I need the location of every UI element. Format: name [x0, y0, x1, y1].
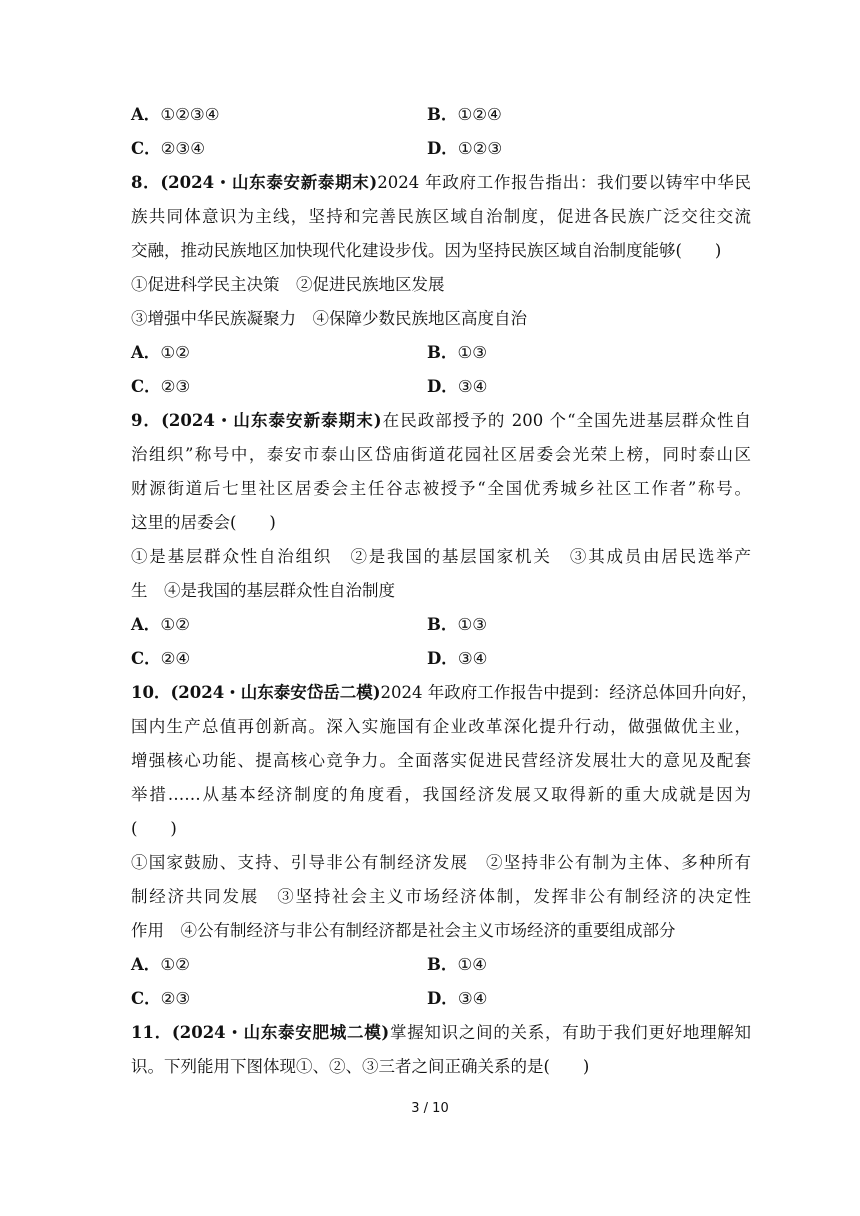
- question-9-statement-2: 生 ④是我国的基层群众性自治制度: [131, 581, 395, 600]
- option-label: C．: [131, 989, 161, 1008]
- question-number: 9．: [131, 411, 162, 430]
- question-8-statement-1: ①促进科学民主决策 ②促进民族地区发展: [131, 275, 445, 294]
- option-text: ①②③: [457, 139, 503, 158]
- question-8-line-3: 交融，推动民族地区加快现代化建设步伐。因为坚持民族区域自治制度能够( ): [131, 241, 722, 260]
- option-a: [131, 104, 219, 126]
- option-d: [427, 138, 502, 160]
- question-9-line-4: 这里的居委会( ): [131, 513, 276, 532]
- option-text: ①③: [457, 615, 488, 634]
- option-text: ③④: [457, 649, 488, 668]
- question-source: (2024・山东泰安新泰期末): [161, 411, 382, 430]
- option-label: A．: [131, 343, 161, 362]
- option-label: B．: [427, 105, 458, 124]
- option-c: [131, 648, 190, 670]
- question-source: (2024・山东泰安岱岳二模): [170, 683, 381, 702]
- option-b: [427, 614, 487, 636]
- option-label: C．: [131, 377, 161, 396]
- option-label: B．: [427, 343, 458, 362]
- question-10-line-3: 增强核心功能、提高核心竞争力。全面落实促进民营经济发展壮大的意见及配套: [131, 751, 751, 770]
- option-text: ①②③④: [160, 105, 220, 124]
- question-11-line-2: 识。下列能用下图体现①、②、③三者之间正确关系的是( ): [131, 1057, 590, 1076]
- question-8-statement-2: ③增强中华民族凝聚力 ④保障少数民族地区高度自治: [131, 309, 527, 328]
- page-number: 3 / 10: [411, 1101, 449, 1116]
- question-10-line-5: ( ): [131, 819, 177, 838]
- option-text: ①④: [457, 955, 488, 974]
- option-label: B．: [427, 955, 458, 974]
- question-source: (2024・山东泰安新泰期末): [160, 173, 378, 192]
- question-9-line-2: 治组织”称号中，泰安市泰山区岱庙街道花园社区居委会光荣上榜，同时泰山区: [131, 445, 751, 464]
- question-10-statement-3: 作用 ④公有制经济与非公有制经济都是社会主义市场经济的重要组成部分: [131, 921, 676, 940]
- question-9-line-1: [131, 410, 751, 432]
- question-10-statement-2: 制经济共同发展 ③坚持社会主义市场经济体制，发挥非公有制经济的决定性: [131, 887, 751, 906]
- option-a: [131, 954, 190, 976]
- option-text: ②④: [160, 649, 191, 668]
- option-label: A．: [131, 105, 161, 124]
- question-9-statement-1: ①是基层群众性自治组织 ②是我国的基层国家机关 ③其成员由居民选举产: [131, 547, 751, 566]
- option-d: [427, 648, 487, 670]
- option-label: D．: [427, 649, 458, 668]
- option-label: A．: [131, 615, 161, 634]
- option-b: [427, 342, 487, 364]
- option-text: ①②: [160, 955, 190, 974]
- option-label: C．: [131, 649, 161, 668]
- question-10-line-1: [131, 682, 758, 704]
- option-text: ①②: [160, 615, 190, 634]
- question-number: 10．: [131, 683, 171, 702]
- question-stem: 2024 年政府工作报告指出：我们要以铸牢中华民: [377, 173, 751, 192]
- option-label: A．: [131, 955, 161, 974]
- question-8-line-1: [131, 172, 751, 194]
- option-label: B．: [427, 615, 458, 634]
- option-text: ②③: [160, 989, 191, 1008]
- option-text: ①②: [160, 343, 190, 362]
- question-number: 8．: [131, 173, 161, 192]
- option-c: [131, 988, 190, 1010]
- option-text: ③④: [457, 377, 488, 396]
- option-label: C．: [131, 139, 161, 158]
- option-text: ①③: [457, 343, 488, 362]
- option-d: [427, 988, 487, 1010]
- option-label: D．: [427, 377, 458, 396]
- option-text: ②③④: [160, 139, 206, 158]
- question-stem: 在民政部授予的 200 个“全国先进基层群众性自: [381, 411, 751, 430]
- option-label: D．: [427, 139, 458, 158]
- question-source: (2024・山东泰安肥城二模): [171, 1023, 390, 1042]
- option-c: [131, 138, 205, 160]
- option-c: [131, 376, 190, 398]
- question-10-line-4: 举措……从基本经济制度的角度看，我国经济发展又取得新的重大成就是因为: [131, 785, 751, 804]
- option-b: [427, 954, 487, 976]
- option-text: ③④: [457, 989, 488, 1008]
- question-10-statement-1: ①国家鼓励、支持、引导非公有制经济发展 ②坚持非公有制为主体、多种所有: [131, 853, 751, 872]
- option-label: D．: [427, 989, 458, 1008]
- question-10-line-2: 国内生产总值再创新高。深入实施国有企业改革深化提升行动，做强做优主业，: [131, 717, 751, 736]
- option-text: ②③: [160, 377, 191, 396]
- option-text: ①②④: [457, 105, 502, 124]
- option-d: [427, 376, 487, 398]
- question-stem: 掌握知识之间的关系，有助于我们更好地理解知: [389, 1023, 751, 1042]
- option-a: [131, 342, 190, 364]
- option-b: [427, 104, 502, 126]
- option-a: [131, 614, 190, 636]
- question-8-line-2: 族共同体意识为主线，坚持和完善民族区域自治制度，促进各民族广泛交往交流: [131, 207, 751, 226]
- question-stem: 2024 年政府工作报告中提到：经济总体回升向好，: [380, 683, 758, 702]
- question-9-line-3: 财源街道后七里社区居委会主任谷志被授予“全国优秀城乡社区工作者”称号。: [131, 479, 751, 498]
- question-11-line-1: [131, 1022, 751, 1044]
- question-number: 11．: [131, 1023, 172, 1042]
